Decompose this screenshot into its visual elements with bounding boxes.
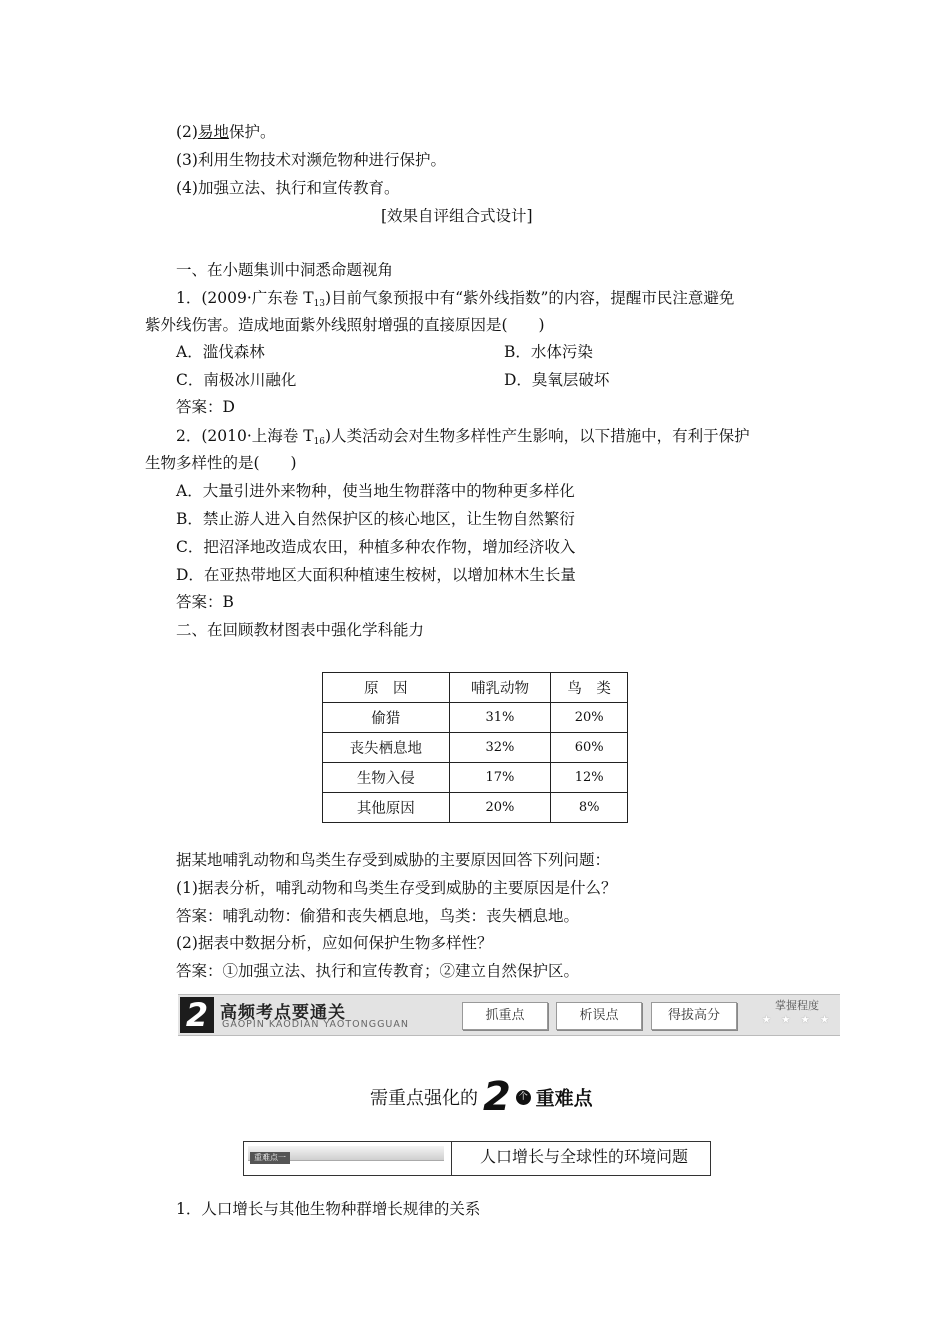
key-points-button[interactable]: 抓重点 xyxy=(462,1002,548,1030)
table-row xyxy=(323,793,628,823)
q2-option-b: B．禁止游人进入自然保护区的核心地区，让生物自然繁衍 xyxy=(176,510,575,528)
q1-source: 1．(2009·广东卷 T xyxy=(176,289,314,307)
q2-line1 xyxy=(176,425,750,453)
column-header: 原 因 xyxy=(323,673,450,703)
table-cell: 32% xyxy=(449,733,551,763)
q1-stem: )目前气象预报中有“紫外线指数”的内容，提醒市民注意避免 xyxy=(325,289,735,307)
row-label: 生物入侵 xyxy=(323,763,450,793)
table-header-row xyxy=(323,673,628,703)
column-header: 哺乳动物 xyxy=(449,673,551,703)
intro-item-2 xyxy=(176,121,276,143)
box-divider xyxy=(451,1142,452,1175)
mastery-label: 掌握程度 xyxy=(775,999,819,1012)
heading-prefix: 需重点强化的 xyxy=(370,1088,478,1109)
part2-answer-1: 答案：哺乳动物：偷猎和丧失栖息地，鸟类：丧失栖息地。 xyxy=(176,907,580,925)
q1-subscript: 13 xyxy=(313,299,326,309)
table-row xyxy=(323,733,628,763)
table-cell: 60% xyxy=(551,733,628,763)
item-number: (2) xyxy=(176,123,198,141)
row-label: 丧失栖息地 xyxy=(323,733,450,763)
row-label: 其他原因 xyxy=(323,793,450,823)
q2-stem: )人类活动会对生物多样性产生影响，以下措施中，有利于保护 xyxy=(325,427,750,445)
q2-answer: 答案：B xyxy=(176,593,234,611)
part2-subquestion-1: (1)据表分析，哺乳动物和鸟类生存受到威胁的主要原因是什么？ xyxy=(176,879,617,897)
point-1-heading: 1．人口增长与其他生物种群增长规律的关系 xyxy=(176,1200,481,1218)
item-text: 保护。 xyxy=(228,123,276,141)
key-point-tag-label: 重难点一 xyxy=(250,1152,290,1164)
table-cell: 20% xyxy=(551,703,628,733)
key-point-box xyxy=(243,1141,711,1176)
q1-option-d: D．臭氧层破坏 xyxy=(504,371,610,389)
star-rating-icon: ★ ★ ★ ★ xyxy=(761,1013,833,1026)
q1-answer: 答案：D xyxy=(176,398,235,416)
q2-option-a: A．大量引进外来物种，使当地生物群落中的物种更多样化 xyxy=(176,482,575,500)
q1-option-c: C．南极冰川融化 xyxy=(176,371,297,389)
error-points-button[interactable]: 析误点 xyxy=(556,1002,642,1030)
table-cell: 17% xyxy=(449,763,551,793)
row-label: 偷猎 xyxy=(323,703,450,733)
q1-line1 xyxy=(176,287,734,315)
table-cell: 20% xyxy=(449,793,551,823)
mastery-level xyxy=(756,997,838,1033)
heading-counter: 个 xyxy=(516,1090,531,1105)
key-difficulties-heading xyxy=(370,1074,593,1120)
table-row xyxy=(323,703,628,733)
q2-source: 2．(2010·上海卷 T xyxy=(176,427,314,445)
section-banner xyxy=(178,994,840,1036)
heading-suffix: 重难点 xyxy=(535,1087,593,1110)
heading-number: 2 xyxy=(482,1074,511,1120)
q2-subscript: 16 xyxy=(313,437,326,447)
threat-cause-table xyxy=(322,672,628,823)
key-point-tag xyxy=(248,1146,444,1161)
part1-heading: 一、在小题集训中洞悉命题视角 xyxy=(176,261,394,279)
underlined-term: 易地 xyxy=(197,123,229,141)
q1-line2: 紫外线伤害。造成地面紫外线照射增强的直接原因是( ) xyxy=(145,316,545,334)
q2-option-d: D．在亚热带地区大面积种植速生桉树，以增加林木生长量 xyxy=(176,566,576,584)
part2-prompt: 据某地哺乳动物和鸟类生存受到威胁的主要原因回答下列问题： xyxy=(176,851,611,869)
table-cell: 8% xyxy=(551,793,628,823)
q2-line2: 生物多样性的是( ) xyxy=(145,454,297,472)
column-header: 鸟 类 xyxy=(551,673,628,703)
q1-option-b: B．水体污染 xyxy=(504,343,593,361)
intro-item-4: (4)加强立法、执行和宣传教育。 xyxy=(176,179,400,197)
section-title: [效果自评组合式设计] xyxy=(381,207,533,225)
high-score-button[interactable]: 得拔高分 xyxy=(651,1002,737,1030)
banner-pinyin: GAOPIN KAODIAN YAOTONGGUAN xyxy=(222,1019,409,1030)
q2-option-c: C．把沼泽地改造成农田，种植多种农作物，增加经济收入 xyxy=(176,538,576,556)
part2-subquestion-2: (2)据表中数据分析，应如何保护生物多样性？ xyxy=(176,934,493,952)
banner-number-badge: 2 xyxy=(180,997,214,1033)
table-row xyxy=(323,763,628,793)
part2-answer-2: 答案：①加强立法、执行和宣传教育；②建立自然保护区。 xyxy=(176,962,580,980)
banner-title: 高频考点要通关 xyxy=(220,1003,346,1023)
key-point-topic: 人口增长与全球性的环境问题 xyxy=(480,1147,689,1166)
table-cell: 12% xyxy=(551,763,628,793)
part2-heading: 二、在回顾教材图表中强化学科能力 xyxy=(176,621,425,639)
q1-option-a: A．滥伐森林 xyxy=(176,343,265,361)
table-cell: 31% xyxy=(449,703,551,733)
intro-item-3: (3)利用生物技术对濒危物种进行保护。 xyxy=(176,151,446,169)
